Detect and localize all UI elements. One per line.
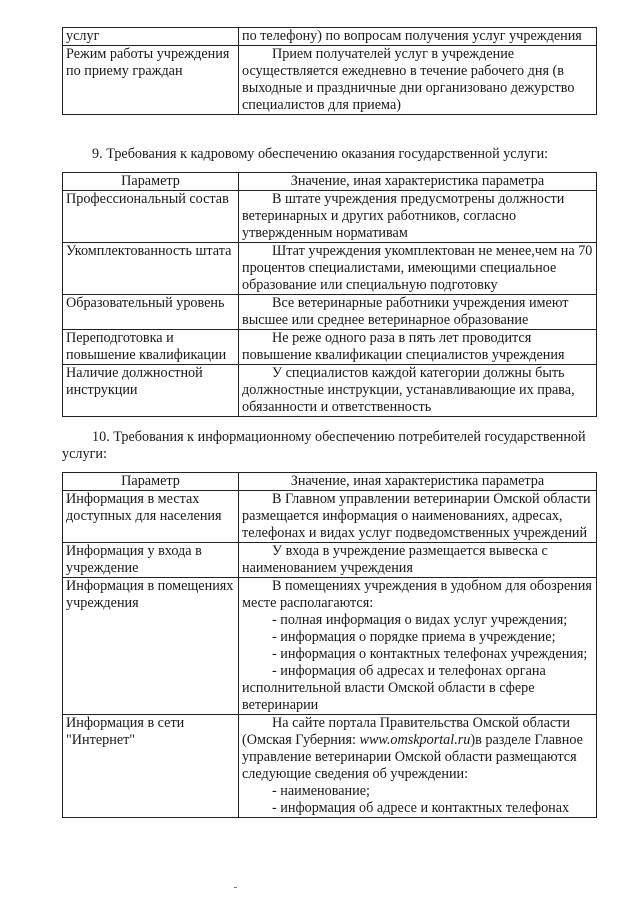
scan-speck [234, 887, 237, 888]
table-row [63, 715, 597, 818]
column-header-value: Значение, иная характеристика параметра [239, 173, 597, 191]
param-cell: Информация у входа в учреждение [63, 543, 239, 578]
param-cell: Информация в помещениях учреждения [63, 578, 239, 715]
value-cell: В штате учреждения предусмотрены должности ветеринарных и других работников, согласно утвержденным нормативам [239, 191, 597, 243]
value-cell: Все ветеринарные работники учреждения имеют высшее или среднее ветеринарное образование [239, 295, 597, 330]
section-10-title: 10. Требования к информационному обеспечению потребителей государственной услуги: [62, 429, 586, 462]
services-table-continued [62, 27, 597, 115]
list-item: - информация о контактных телефонах учреждения; [272, 646, 588, 662]
table-row [63, 330, 597, 365]
information-requirements-table [62, 472, 597, 818]
param-cell: Образовательный уровень [63, 295, 239, 330]
column-header-parameter: Параметр [63, 473, 239, 491]
param-cell: Режим работы учреждения по приему граждан [63, 46, 239, 115]
table-row [63, 491, 597, 543]
list-item: - информация об адресах и телефонах органа исполнительной власти Омской области в сфере ветеринарии [242, 663, 546, 713]
list-item: - наименование; [272, 783, 370, 799]
value-cell: В помещениях учреждения в удобном для обозрения месте располагаются: - полная информация о видах услуг учреждения; - информация о порядке приема в учреждение; - информация о контактных телефонах учреждения; - информация об адресах и телефонах органа исполнительной власти Омской области в сфере ветеринарии [239, 578, 597, 715]
value-cell: У входа в учреждение размещается вывеска с наименованием учреждения [239, 543, 597, 578]
column-header-parameter: Параметр [63, 173, 239, 191]
value-cell: Не реже одного раза в пять лет проводится повышение квалификации специалистов учреждения [239, 330, 597, 365]
value-cell: Прием получателей услуг в учреждение осуществляется ежедневно в течение рабочего дня (в выходные и праздничные дни организовано дежурство специалистов для приема) [239, 46, 597, 115]
section-9-title: 9. Требования к кадровому обеспечению оказания государственной услуги: [92, 146, 549, 162]
table-row [63, 243, 597, 295]
param-cell: Укомплектованность штата [63, 243, 239, 295]
table-row [63, 191, 597, 243]
column-header-value: Значение, иная характеристика параметра [239, 473, 597, 491]
table-row [63, 543, 597, 578]
list-item: - информация об адресе и контактных телефонах [272, 800, 570, 816]
value-cell: У специалистов каждой категории должны быть должностные инструкции, устанавливающие их права, обязанности и ответственность [239, 365, 597, 417]
staffing-requirements-table [62, 172, 597, 417]
table-row [63, 365, 597, 417]
value-cell: На сайте портала Правительства Омской области (Омская Губерния: www.omskportal.ru)в разделе Главное управление ветеринарии Омской области размещаются следующие сведения об учреждении: - наименование; - информация об адресе и контактных телефонах [239, 715, 597, 818]
table-row [63, 46, 597, 115]
param-cell: Информация в сети "Интернет" [63, 715, 239, 818]
table-row [63, 295, 597, 330]
table-header-row [63, 473, 597, 491]
param-cell: Профессиональный состав [63, 191, 239, 243]
param-cell: Переподготовка и повышение квалификации [63, 330, 239, 365]
param-cell: Наличие должностной инструкции [63, 365, 239, 417]
table-header-row [63, 173, 597, 191]
portal-url-link[interactable]: www.omskportal.ru [359, 732, 471, 748]
list-item: - информация о порядке приема в учреждение; [272, 629, 556, 645]
value-cell: по телефону) по вопросам получения услуг учреждения [239, 28, 597, 46]
param-cell: услуг [63, 28, 239, 46]
value-cell: В Главном управлении ветеринарии Омской области размещается информация о наименованиях, адресах, телефонах и видах услуг подведомственных учреждений [239, 491, 597, 543]
table-row [63, 28, 597, 46]
value-cell: Штат учреждения укомплектован не менее,чем на 70 процентов специалистами, имеющими специальное образование или специальную подготовку [239, 243, 597, 295]
table-row [63, 578, 597, 715]
list-item: - полная информация о видах услуг учреждения; [272, 612, 568, 628]
param-cell: Информация в местах доступных для населения [63, 491, 239, 543]
